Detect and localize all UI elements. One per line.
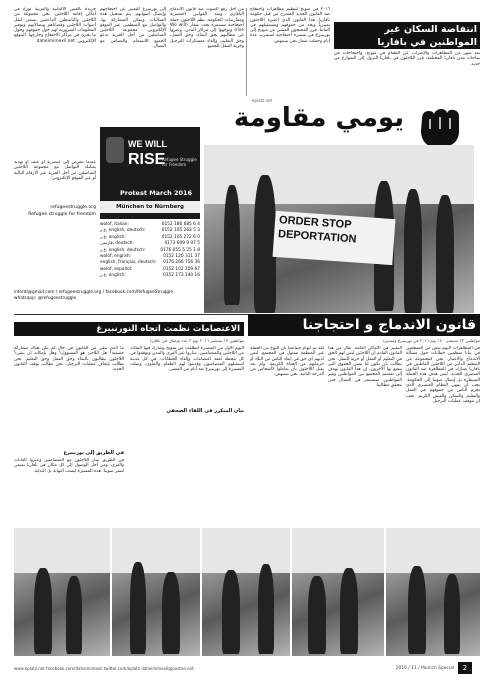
section2-col-3: لقد تم اتهام جماعتنا بأن النوع من الحملة غير المنظمة مقبول في المجتمع. ليس لديهم أي حق في إبعاد الناس من البلاد أو حرمانهم من الحياة الكريمة. ولم يعد يقبل اللاجئون بأن يعاملوا كأشخاص من الدرجة الثانية. نحن سننهض.: [250, 346, 324, 378]
org-name: Refugee struggle for freedom: [28, 212, 96, 217]
poster-line-2: RISE: [128, 151, 166, 168]
phone-list: [100, 222, 200, 280]
poster-line-3: Refugee Struggle for Freedom: [162, 157, 197, 167]
phone-row: فارسی, deutsch: 0173 609 9 97 5: [100, 241, 200, 247]
poster-line-1: WE WILL: [128, 139, 167, 149]
poster-line-5: München to Nürnberg: [100, 201, 200, 213]
article-col-2: من أجل رفع الصوت ضد قانون الاندماج البافاري وضد القوانين العنصرية وممارسات الحكومة، نظم اللاجئون حملة احتجاجية مستمرة تحت شعار (We will rise) وتوجهوا إلى مراكز المدن. وعبروا عن مطالبهم بحق البقاء، وحق العمل، وحق التعليم، وإلغاء معسكرات الترحيل وحرية التنقل للجميع.: [170, 7, 244, 50]
section2-col-2: التمييز في الأماكن العامة. يقال من هذا القانون القادم أن اللاجئين ليس لهم الحق في التعليم أو العمل أو حرية التنقل. نحن نطالب بأن تكون لنا نفس الحقوق التي يتمتع بها الآخرون. إن هذا القانون يهدف إلى تقسيم المجتمع بين المواطنين وغير المواطنين. سنستمر في النضال حتى تتحقق مطالبنا.: [328, 346, 402, 389]
section2-col-5-sub: في الطريق إلى نورنبيرغ: [63, 450, 124, 456]
org-url[interactable]: refugeestruggle.org: [50, 205, 96, 210]
phone-row: english, français, deutsch: 0176 266 756 36: [100, 260, 200, 266]
poster-line-4: Protest March 2016: [120, 189, 193, 197]
brand-small: eplatz.net: [252, 98, 273, 103]
section2-col-5: ما الذي يبقى من القانون في حال لم تكن هناك مشاركة حقيقية؟ هل اللاجئ هو المسؤول؟ وهل بإمكانه أن يبقى؟ اللاجئون يطالبون بالبقاء وحق العمل وحق التعليم. نحن نطالب بإيقاف عمليات الترحيل. نحن نطالب بوقف القانون الجديد.: [14, 346, 124, 373]
bottom-photo-5: [386, 528, 480, 656]
article-col-1: ٢٠١٦ في ميونخ لتنظيم مظاهرات واحتجاج ضد القانون الجديد المقترح من قبل حكومة بافاريا. هذا القانون الذي اعتبره اللاجئون تمييزياً ويحد من حقوقهم ومستقبلهم في ألمانيا. قرر المحتجون المشي من ميونخ إلى نورنبيرغ في مسيرة احتجاجية استمرت عدة أيام وحملت شعار نحن سننهض.: [250, 7, 330, 44]
section2b-meta: مواطنين ١٧ سبتمبر ٢٠١٦ يوم ٢ عدد ونضال في بافاريا: [150, 338, 244, 343]
fist-icon: [106, 137, 124, 163]
section2-col-1: في المظاهرات اليوم بعض من المنظمين في بيانا منظمين خطابات حول مسألة الاندماج والاعتبار. نحن كمجموعة من التنظيم الذاتي من اللاجئين القاطنين في بافاريا نشارك في المظاهرة ضد القانون العنصري الجديد. ليس هدف هذه الحملة السيطرة بل إيصال صوتنا إلى الحكومة. يجب أن ينتهي النظام العنصري الذي يحرم الناس من حقوقهم في العمل والتعليم والسكن والعيش الكريم. يجب ان تتوقف عمليات الترحيل.: [406, 346, 480, 404]
phone-row: wolof, english: 0152 120 311 37: [100, 254, 200, 260]
section2-col-5b: في الطريق سار اللاجئون مع المتضامنين وعبروا الغابات والقرى. ومن أجل الوصول إلى كل مكان في بافاريا نسعى لنشر صوتنا. هذه المسيرة ليست النهاية بل البداية.: [14, 458, 124, 474]
contact-links[interactable]: infordl@gmail.com / refugeestruggle.org / facebook.com/RefugeeStruggle: [14, 290, 173, 295]
phone-row: ع.ر, english: 0152 173 140 16: [100, 273, 200, 279]
bottom-photo-2: [112, 528, 200, 656]
footer-issue: 2016 / 11 / Munich Special: [395, 666, 454, 671]
whatsapp-line[interactable]: whatsapp: @refugeestruggle: [14, 296, 77, 301]
bottom-photo-3: [202, 528, 290, 656]
protest-banner: ORDER STOP DEPORTATION: [273, 211, 396, 265]
phone-row: ع.ر, english: 0152 105 272 6 0: [100, 234, 200, 240]
article-col-4: جريدة بالغتين الألمانية والعربية توزع في أماكن إقامة اللاجئين. نحن مجموعة من اللاجئين والناشطين الداعمين نسعى لنقل أصوات اللاجئين وقضاياهم ونضالاتهم وتوفير المعلومات الضرورية لهم حول حقوقهم وحول ما يجري في مراكز الاحتجاج وخارجها. الموقع الإلكتروني: daheimimexil.net: [14, 7, 96, 44]
contact-intro: عندما تتعرض إلى عنصرية أو عنف أو تهديد يمكنك التواصل مع مجموعة اللاجئين المناضلين من أجل الحرية عبر الأرقام التالية أو عبر الموقع الإلكتروني:: [14, 160, 96, 181]
section2-col-4: اليوم الأول من المسيرة انطلقت من ميونخ وشارك فيها المئات من اللاجئين والمتضامنين. ساروا عبر القرى والمدن وتوقفوا في كل محطة لعقد اعتصامات وإلقاء الخطابات. في كل مدينة استقبلهم المتضامنون وقدموا لهم الطعام والمأوى. وصلت المسيرة إلى نورنبيرغ بعد أيام من المشي.: [130, 346, 244, 373]
phone-row: ع.ر, english, deutsch: 0152 105 263 5 3: [100, 228, 200, 234]
section2-headline: قانون الاندماج و احتجاجنا: [248, 314, 480, 336]
top-headline-sub: بعد شهر من المظاهرات والإضراب عن الطعام في ميونخ، واحتجاجات في ساحات مدن بافاريا المختلفة، قرر اللاجئون في بافاريا النزول إلى الشوارع من جديد.: [334, 51, 480, 67]
page-number: 2: [458, 662, 472, 674]
phone-row: wolof, español: 0152 102 209 67: [100, 266, 200, 272]
section2b-headline: الاعتصامات نظمت اتجاه النورنبيرغ: [14, 322, 244, 336]
footer-links[interactable]: www.eplatz.net facebook.com/daheimimexil twitter.com/eplatz daheimimexil@posteo.net: [14, 666, 194, 671]
bottom-photo-4: [292, 528, 384, 656]
protest-poster: [100, 127, 200, 219]
top-headline: انتفاضة السكان غير المواطنين في بافاريا: [334, 22, 480, 49]
section2-col-4-sub: بيان المتكرر في اللقاء الصحفي: [166, 408, 244, 414]
phone-row: wolof, italian: 0152 186 685 6 4: [100, 222, 200, 227]
article-col-3: إلى نورنبيرغ للتعبير عن احتجاجهم وإيصال أصواتهم. يتم تسجيل هذه الفعاليات ويمكن المشاركة بها، والتواصل مع المنظمين عبر الموقع الإلكتروني. مجموعة اللاجئين المناضلين من أجل الحرية تدعو الجميع للانضمام والتضامن مع النضال.: [100, 7, 166, 50]
resistance-title: يومي مقاومة: [233, 103, 404, 133]
phone-row: ع.ر, english, deutsch: 0176 055 5 25 1 8: [100, 247, 200, 253]
march-photo: [204, 145, 474, 313]
bottom-photo-1: [14, 528, 110, 656]
section2-meta: مواطنين ٢٢ سبتمبر - ١٤ يوم ٢٠١٦ في نورنبيرغ ومسيرة: [382, 338, 480, 343]
